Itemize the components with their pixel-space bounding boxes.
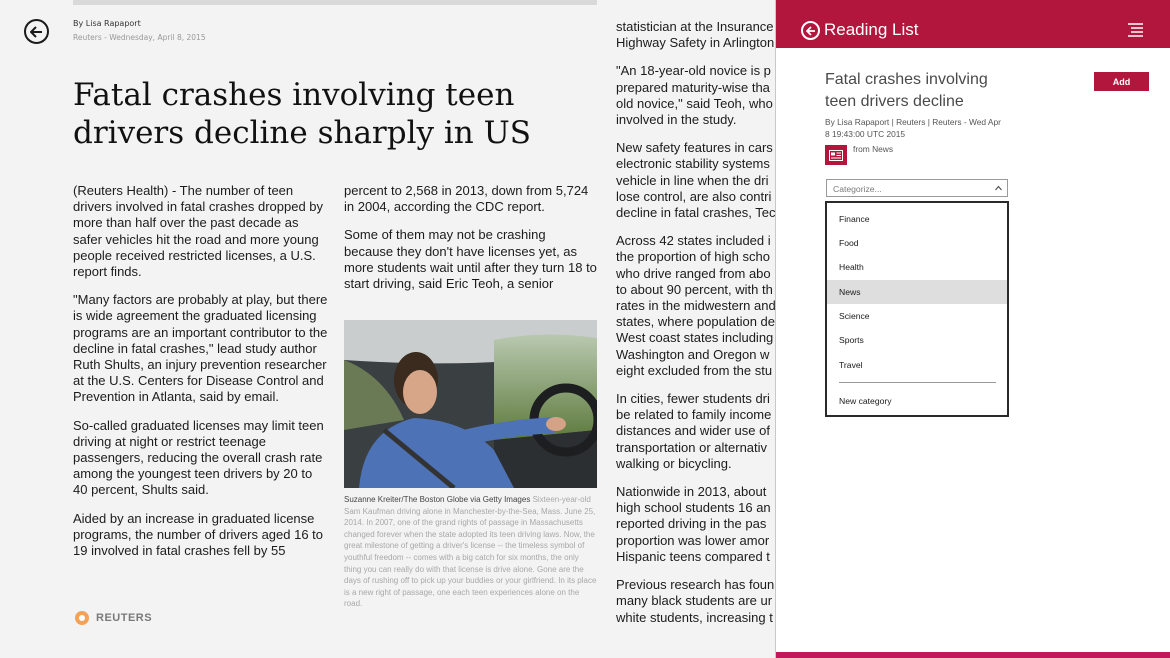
category-option-health[interactable]: Health	[839, 262, 864, 272]
panel-header	[776, 0, 1170, 48]
category-option-travel[interactable]: Travel	[839, 360, 863, 370]
paragraph: Aided by an increase in graduated license programs, the number of drivers aged 16 to 19 involved in fatal crashes fell by 55	[73, 510, 324, 559]
article-column-1	[73, 183, 328, 571]
dropdown-divider	[839, 382, 996, 383]
photo-caption	[344, 494, 598, 610]
paragraph: In cities, fewer students dri be related to family income distances and wider use of transportation or alternativ walking or bicycling.	[616, 391, 772, 471]
back-arrow-icon	[30, 26, 43, 38]
reuters-logo	[73, 610, 152, 626]
reuters-wordmark: REUTERS	[96, 612, 153, 624]
paragraph: Some of them may not be crashing because they don't have licenses yet, as more students wait until after they turn 18 to start driving, said Eric Teoh, a senior	[344, 227, 597, 292]
caption-text: Sixteen-year-old Sam Kaufman driving alone in Manchester-by-the-Sea, Mass. June 25, 2014. In 2007, one of the grand rights of passage in Massachusetts changed forever when the state adopted its teen driving laws. Now, the great milestone of getting a driver's license -- the timeless symbol of youthful freedom -- comes with a big catch for six months, the only thing you can really do with that license is drive alone. Gone are the days of rushing off to pick up your buddies or your girlfriend. In its place is a new right of passage, one each teen experiences alone on the road.	[344, 495, 597, 609]
article-photo	[344, 320, 597, 488]
new-category-option[interactable]: New category	[839, 396, 892, 406]
back-arrow-icon	[806, 26, 816, 36]
category-option-finance[interactable]: Finance	[839, 214, 870, 224]
chevron-up-icon	[995, 185, 1002, 191]
article-headline: Fatal crashes involving teen drivers decline sharply in US	[73, 77, 531, 151]
panel-footer-bar	[776, 652, 1170, 658]
categorize-select[interactable]	[826, 179, 1008, 197]
paragraph: "An 18-year-old novice is p prepared maturity-wise tha old novice," said Teoh, who involved in the study.	[616, 63, 773, 128]
back-button[interactable]	[24, 19, 49, 44]
panel-title: Reading List	[824, 20, 919, 39]
categorize-placeholder: Categorize...	[833, 184, 882, 194]
news-app-icon	[825, 145, 847, 165]
reuters-logo-icon	[73, 610, 91, 626]
source-label: from News	[853, 144, 894, 154]
article-dateline: Reuters - Wednesday, April 8, 2015	[73, 33, 206, 42]
category-option-news[interactable]: News	[827, 280, 1007, 304]
top-divider	[73, 0, 597, 5]
paragraph: statistician at the Insurance Highway Safety in Arlington	[616, 19, 775, 51]
paragraph: Nationwide in 2013, about high school students 16 an reported driving in the pas proportion was lower amor Hispanic teens compared t	[616, 484, 771, 564]
paragraph: percent to 2,568 in 2013, down from 5,724 in 2004, according the CDC report.	[344, 183, 589, 215]
reading-list-panel	[776, 0, 1170, 658]
panel-back-button[interactable]	[801, 21, 820, 40]
car-interior-photo	[344, 320, 597, 488]
category-option-science[interactable]: Science	[839, 311, 870, 321]
paragraph: Across 42 states included i the proportion of high scho who drive ranged from abo to about 90 percent, with th rates in the midwestern and states, where population de West coast states including Washington and Oregon w eight excluded from the stu	[616, 233, 776, 378]
article-byline: By Lisa Rapaport	[73, 19, 141, 28]
category-dropdown	[825, 201, 1009, 417]
paragraph: So-called graduated licenses may limit teen driving at night or restrict teenage passengers, reducing the overall crash rate among the youngest teen drivers by 20 to 40 percent, Shults said.	[73, 417, 324, 498]
category-option-sports[interactable]: Sports	[839, 335, 864, 345]
paragraph: Previous research has foun many black students are ur white students, increasing t	[616, 577, 775, 625]
paragraph: (Reuters Health) - The number of teen drivers involved in fatal crashes dropped by more than half over the past decade as safer vehicles hit the road and more young people received restricted licenses, a U.S. report finds.	[73, 183, 324, 280]
paragraph: New safety features in cars electronic stability systems vehicle in line when the dri lose control, are also contri decline in fatal crashes, Tec	[616, 140, 776, 221]
article-column-3	[616, 19, 781, 638]
photo-credit: Suzanne Kreiter/The Boston Globe via Getty Images	[344, 495, 531, 504]
paragraph: "Many factors are probably at play, but there is wide agreement the graduated licensing programs are an important contributor to the decline in fatal crashes," lead study author Ruth Shults, an injury prevention researcher at the U.S. Centers for Disease Control and Prevention in Atlanta, said by email.	[73, 292, 328, 405]
article-column-2	[344, 183, 598, 304]
list-view-icon[interactable]	[1127, 23, 1144, 37]
category-option-food[interactable]: Food	[839, 238, 859, 248]
saved-article-meta: By Lisa Rapaport | Reuters | Reuters - Wed Apr 8 19:43:00 UTC 2015	[825, 117, 1001, 139]
saved-article-title: Fatal crashes involving teen drivers decline	[825, 71, 988, 110]
add-button[interactable]: Add	[1094, 72, 1149, 91]
